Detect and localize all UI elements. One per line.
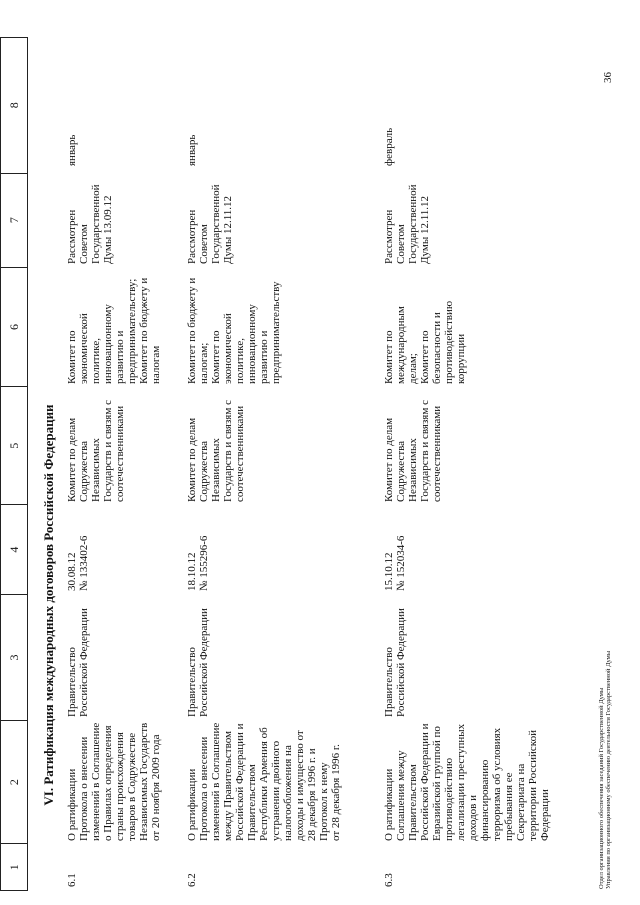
bill-status: Рассмотрен Советом Государственной Думы 12.11.12 (383, 184, 431, 264)
column-header-5: 5 (1, 387, 27, 505)
planned-month: январь (186, 134, 198, 166)
bill-author: Правительство Российской Федерации (186, 608, 210, 717)
bill-author: Правительство Российской Федерации (66, 608, 90, 717)
column-header-1: 1 (1, 844, 27, 891)
bill-date-number: 18.10.12 № 155296-6 (186, 535, 210, 591)
co-committees: Комитет по бюджету и налогам; Комитет по экономической политике, инновационному развитию и предпринимательству (186, 277, 282, 384)
row-number: 6.1 (66, 873, 78, 887)
co-committees: Комитет по международным делам; Комитет по безопасности и противодействию коррупции (383, 300, 467, 384)
bill-title: О ратификации Протокола о внесении изменений в Соглашение о Правилах определения страны происхождения товаров в Содружестве Независимых Государств от 20 ноября 2009 года (66, 722, 162, 841)
footer-note: Отдел организационного обеспечения заседаний Государственной Думы Управления по организационному обеспечению деятельности Государственной Думы (598, 650, 612, 889)
column-header-2: 2 (1, 721, 27, 845)
responsible-committee: Комитет по делам Содружества Независимых Государств и связям с соотечественниками (186, 400, 246, 502)
column-header-6: 6 (1, 268, 27, 388)
row-number: 6.2 (186, 873, 198, 887)
bill-title: О ратификации Соглашения между Правительством Российской Федерации и Евразийской группой по противодействию легализации преступных доходов и финансированию терроризма об условиях пребывания ее Секретариата на территории Российской Федерации (383, 723, 551, 841)
section-title: VI. Ратификация международных договоров Российской Федерации (41, 404, 56, 806)
bill-author: Правительство Российской Федерации (383, 608, 407, 717)
column-header-7: 7 (1, 174, 27, 268)
bill-status: Рассмотрен Советом Государственной Думы 12.11.12 (186, 184, 234, 264)
co-committees: Комитет по экономической политике, инновационному развитию и предпринимательству; Комитет по бюджету и налогам (66, 277, 162, 384)
bill-date-number: 30.08.12 № 133402-6 (66, 535, 90, 591)
column-header-4: 4 (1, 505, 27, 595)
planned-month: февраль (383, 127, 395, 166)
page-number: 36 (602, 72, 614, 83)
planned-month: январь (66, 134, 78, 166)
column-header-row (0, 37, 28, 891)
responsible-committee: Комитет по делам Содружества Независимых Государств и связям с соотечественниками (383, 400, 443, 502)
responsible-committee: Комитет по делам Содружества Независимых Государств и связям с соотечественниками (66, 400, 126, 502)
bill-status: Рассмотрен Советом Государственной Думы 13.09.12 (66, 184, 114, 264)
column-header-8: 8 (1, 37, 27, 174)
row-number: 6.3 (383, 873, 395, 887)
bill-date-number: 15.10.12 № 152034-6 (383, 535, 407, 591)
column-header-3: 3 (1, 595, 27, 721)
bill-title: О ратификации Протокола о внесении изменений в Соглашение между Правительством Российской Федерации и Правительством Республики Армения об устранении двойного налогообложения на доходы и имущество от 28 декабря 1996 г. и Протокол к нему от 28 декабря 1996 г. (186, 722, 342, 841)
